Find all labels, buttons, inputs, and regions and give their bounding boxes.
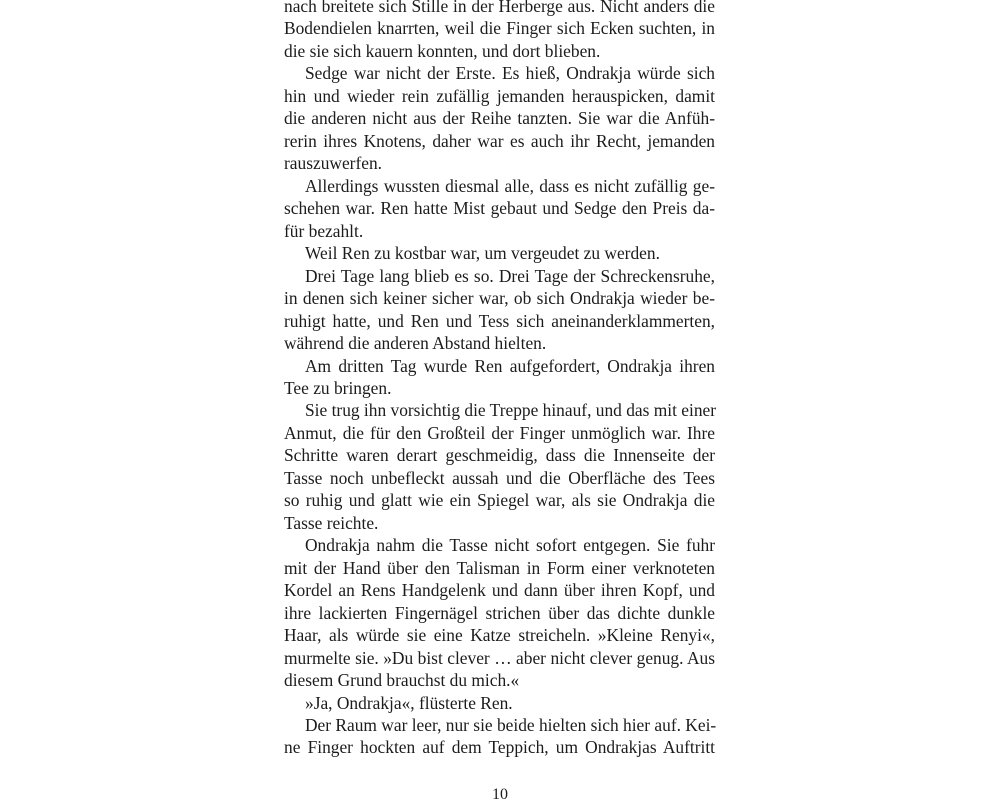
text-line: ihre lackierten Fingernägel strichen über das dichte dunkle [284,602,715,623]
text-line: in denen sich keiner sicher war, ob sich Ondrakja wieder be- [284,288,715,309]
text-line: »Ja, Ondrakja«, flüsterte Ren. [305,692,513,713]
text-line: Sie trug ihn vorsichtig die Treppe hinauf, und das mit einer [305,400,717,421]
text-line: Sedge war nicht der Erste. Es hieß, Ondrakja würde sich [305,63,715,84]
text-line: Haar, als würde sie eine Katze streicheln. »Kleine Renyi«, [284,625,715,646]
text-line: Der Raum war leer, nur sie beide hielten sich hier auf. Kei- [305,715,717,735]
page-number: 10 [492,786,508,803]
text-line: Kordel an Rens Handgelenk und dann über ihren Kopf, und [284,580,715,601]
text-line: die anderen nicht aus der Reihe tanzten. Sie war die Anfüh- [284,108,715,129]
text-line: murmelte sie. »Du bist clever … aber nicht clever genug. Aus [284,647,715,668]
text-line: Drei Tage lang blieb es so. Drei Tage der Schreckensruhe, [305,265,715,286]
text-line: rerin ihres Knotens, daher war es auch ihr Recht, jemanden [284,130,715,151]
text-line: Schritte waren derart geschmeidig, dass die Innenseite der [284,445,715,466]
text-line: Ondrakja nahm die Tasse nicht sofort entgegen. Sie fuhr [305,535,715,556]
text-line: Allerdings wussten diesmal alle, dass es nicht zufällig ge- [305,175,715,196]
text-line: so ruhig und glatt wie ein Spiegel war, als sie Ondrakja die [284,490,715,511]
text-line: nach breitete sich Stille in der Herberge aus. Nicht anders die [284,0,715,16]
text-line: Tasse reichte. [284,512,379,533]
text-line: Tasse noch unbefleckt aussah und die Oberfläche des Tees [284,467,715,488]
body-text [284,0,715,759]
text-line: diesem Grund brauchst du mich.« [284,670,520,691]
text-line: mit der Hand über den Talisman in Form einer verknoteten [284,557,715,578]
text-line: während die anderen Abstand hielten. [284,333,547,354]
text-line: hin und wieder rein zufällig jemanden herauspicken, damit [284,85,715,106]
text-line: ne Finger hockten auf dem Teppich, um Ondrakjas Auftritt [284,737,715,758]
text-line: Am dritten Tag wurde Ren aufgefordert, Ondrakja ihren [305,355,715,376]
text-line: für bezahlt. [284,220,364,241]
text-line: rauszuwerfen. [284,153,383,174]
text-line: ruhigt hatte, und Ren und Tess sich aneinanderklammerten, [284,310,715,331]
text-line: schehen war. Ren hatte Mist gebaut und Sedge den Preis da- [284,198,715,219]
text-line: Tee zu bringen. [284,377,392,398]
text-line: Weil Ren zu kostbar war, um vergeudet zu werden. [305,243,660,264]
text-line: Bodendielen knarrten, weil die Finger sich Ecken suchten, in [284,18,715,39]
text-line: die sie sich kauern konnten, und dort blieben. [284,40,601,61]
text-line: Anmut, die für den Großteil der Finger unmöglich war. Ihre [284,422,715,443]
